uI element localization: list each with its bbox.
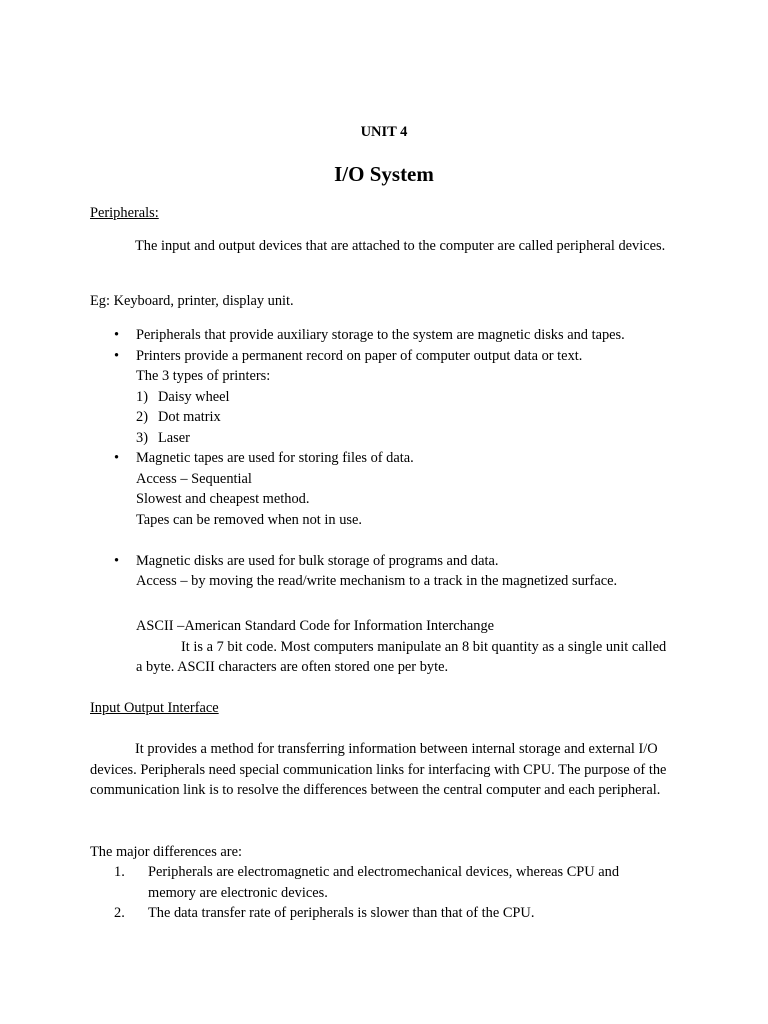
page-title: I/O System <box>334 162 434 186</box>
difference-number: 1. <box>114 864 125 880</box>
bullet-line: Peripherals that provide auxiliary storage to the system are magnetic disks and tapes. <box>136 327 625 343</box>
bullet-line: Access – Sequential <box>136 470 252 487</box>
bullet-line: Access – by moving the read/write mechanism to a track in the magnetized surface. <box>136 573 618 589</box>
difference-item <box>90 903 650 924</box>
io-interface-heading: Input Output Interface <box>90 700 219 716</box>
bullet-item-magnetic-tapes <box>90 448 690 551</box>
differences-list <box>90 862 650 924</box>
ascii-title: ASCII –American Standard Code for Information Interchange <box>136 618 495 634</box>
printer-type-text: Daisy wheel <box>158 388 230 405</box>
bullet-line: Printers provide a permanent record on paper of computer output data or text. <box>136 347 583 364</box>
bullet-item-auxiliary-storage <box>90 325 690 346</box>
blank-line <box>136 530 690 551</box>
unit-label: UNIT 4 <box>360 124 408 140</box>
bullet-item-magnetic-disks <box>90 551 690 592</box>
difference-text: Peripherals are electromagnetic and electromechanical devices, whereas CPU and memory are electronic devices. <box>148 864 620 901</box>
io-interface-paragraph: It provides a method for transferring information between internal storage and external I/O devices. Peripherals need special communication links for interfacing with CPU. The purpose of the communication link is to resolve the differences between the central computer and each peripheral. <box>90 741 667 798</box>
peripherals-bullet-list <box>90 325 690 592</box>
bullet-icon: • <box>114 450 120 466</box>
bullet-icon: • <box>114 327 120 343</box>
printer-type-item <box>136 407 690 428</box>
difference-text: The data transfer rate of peripherals is slower than that of the CPU. <box>148 905 535 921</box>
printer-type-text: Dot matrix <box>158 409 221 425</box>
bullet-line: The 3 types of printers: <box>136 368 271 384</box>
peripherals-example: Eg: Keyboard, printer, display unit. <box>90 293 294 309</box>
bullet-line: Magnetic disks are used for bulk storage of programs and data. <box>136 552 499 569</box>
ascii-detail: It is a 7 bit code. Most computers manipulate an 8 bit quantity as a single unit called a byte. ASCII characters are often stored one per byte. <box>136 638 667 675</box>
bullet-icon: • <box>114 552 120 569</box>
printer-type-item <box>136 428 690 449</box>
difference-item <box>90 862 650 903</box>
peripherals-heading: Peripherals: <box>90 205 159 221</box>
bullet-item-printers <box>90 346 690 449</box>
bullet-icon: • <box>114 347 120 364</box>
printer-type-item <box>136 387 690 408</box>
ascii-block <box>136 616 676 678</box>
bullet-line: Tapes can be removed when not in use. <box>136 511 362 528</box>
printer-type-number: 1) <box>136 388 148 405</box>
differences-intro: The major differences are: <box>90 844 242 860</box>
difference-number: 2. <box>114 905 125 921</box>
printer-type-text: Laser <box>158 429 190 446</box>
printer-type-number: 3) <box>136 429 148 446</box>
bullet-line: Slowest and cheapest method. <box>136 491 310 507</box>
peripherals-intro: The input and output devices that are attached to the computer are called peripheral devices. <box>135 238 666 254</box>
printer-type-number: 2) <box>136 409 148 425</box>
bullet-line: Magnetic tapes are used for storing files of data. <box>136 450 414 466</box>
